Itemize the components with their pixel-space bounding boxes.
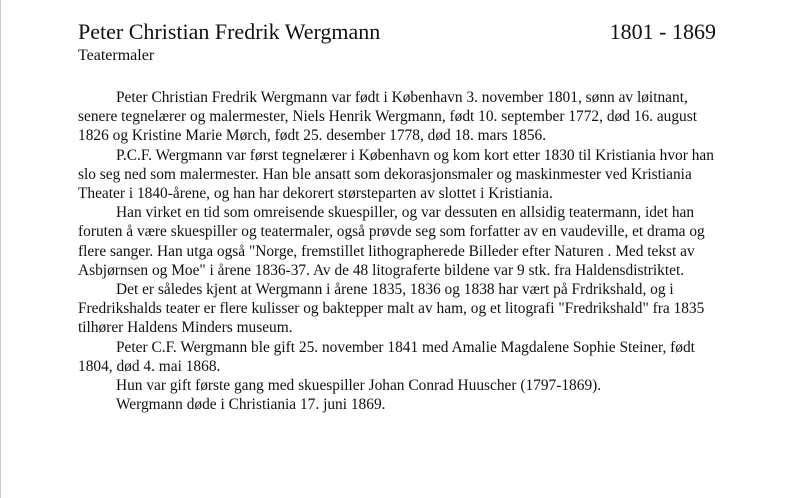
document-content (78, 18, 718, 414)
paragraph-theatre-work: Han virket en tid som omreisende skuespiller, og var dessuten en allsidig teatermann, idet han foruten å være skuespiller og teatermaler, også prøvde seg som forfatter av en vaudeville, et drama og flere sanger. Han utga også "Norge, fremstillet lithographerede Billeder efter Naturen . Med tekst av Asbjørnsen og Moe" i årene 1836-37. Av de 48 litograferte bildene var 9 stk. fra Haldensdistriktet. (78, 204, 705, 279)
profession-subtitle: Teatermaler (78, 47, 155, 64)
paragraph-death: Wergmann døde i Christiania 17. juni 1869. (116, 396, 386, 414)
paragraph-career-kristiania: P.C.F. Wergmann var først tegnelærer i København og kom kort etter 1830 til Kristiania hvor han slo seg ned som malermester. Han ble ansatt som dekorasjonsmaler og maskinmester ved Kristiania Theater i 1840-årene, og han har dekorert størsteparten av slottet i Kristiania. (78, 146, 714, 203)
paragraph-wife-first-marriage: Hun var gift første gang med skuespiller Johan Conrad Huuscher (1797-1869). (116, 377, 602, 395)
document-body (78, 88, 716, 414)
paragraph-birth: Peter Christian Fredrik Wergmann var født i København 3. november 1801, sønn av løitnant, senere tegnelærer og malermester, Niels Henrik Wergmann, født 10. september 1772, død 16. august 1826 og Kristine Marie Mørch, født 25. desember 1778, død 18. mars 1856. (78, 89, 698, 145)
life-years-heading: 1801 - 1869 (609, 19, 716, 44)
paragraph-fredrikshald: Det er således kjent at Wergmann i årene 1835, 1836 og 1838 har vært på Frdrikshald, og i Fredrikshalds teater er flere kulisser og baktepper malt av ham, og et litografi "Fredrikshald" fra 1835 tilhører Haldens Minders museum. (78, 281, 705, 337)
person-name-heading: Peter Christian Fredrik Wergmann (78, 19, 381, 44)
document-header (78, 18, 718, 46)
paragraph-marriage: Peter C.F. Wergmann ble gift 25. november 1841 med Amalie Magdalene Sophie Steiner, født 1804, død 4. mai 1868. (78, 338, 695, 375)
